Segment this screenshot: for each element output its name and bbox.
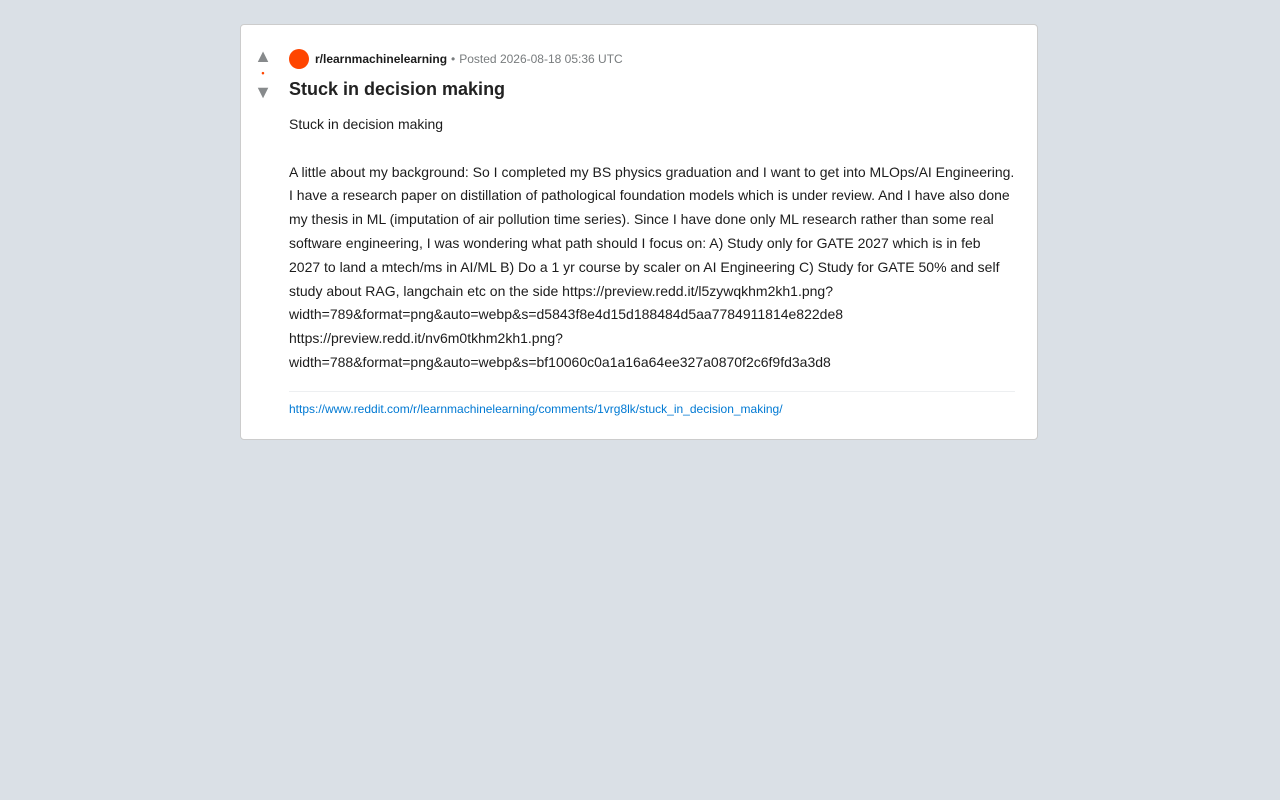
- divider: [289, 391, 1015, 392]
- vote-score: •: [261, 68, 265, 78]
- vote-column: [241, 47, 285, 101]
- post-card: [240, 24, 1038, 440]
- meta-separator: •: [451, 52, 456, 66]
- post-meta: [289, 49, 1015, 69]
- post-content: [289, 49, 1015, 416]
- posted-timestamp: Posted 2026-08-18 05:36 UTC: [459, 52, 623, 66]
- downvote-arrow-icon[interactable]: ▼: [254, 82, 272, 102]
- post-body: Stuck in decision making A little about my background: So I completed my BS physics graduation and I want to get into MLOps/AI Engineering. I have a research paper on distillation of pathological foundation models which is under review. And I have also done my thesis in ML (imputation of air pollution time series). Since I have done only ML research rather than some real software engineering, I was wondering what path should I focus on: A) Study only for GATE 2027 which is in feb 2027 to land a mtech/ms in AI/ML B) Do a 1 yr course by scaler on AI Engineering C) Study for GATE 50% and self study about RAG, langchain etc on the side https://preview.redd.it/l5zywqkhm2kh1.png?width=789&format=png&auto=webp&s=d5843f8e4d15d188484d5aa7784911814e822de8 https://preview.redd.it/nv6m0tkhm2kh1.png?width=788&format=png&auto=webp&s=bf10060c0a1a16a64ee327a0870f2c6f9fd3a3d8: [289, 116, 1015, 370]
- post-permalink[interactable]: https://www.reddit.com/r/learnmachinelearning/comments/1vrg8lk/stuck_in_decision_making/: [289, 401, 783, 416]
- subreddit-link[interactable]: r/learnmachinelearning: [315, 52, 448, 66]
- upvote-arrow-icon[interactable]: ▲: [254, 46, 272, 66]
- subreddit-avatar-icon[interactable]: [289, 49, 309, 69]
- post-title[interactable]: Stuck in decision making: [289, 79, 506, 99]
